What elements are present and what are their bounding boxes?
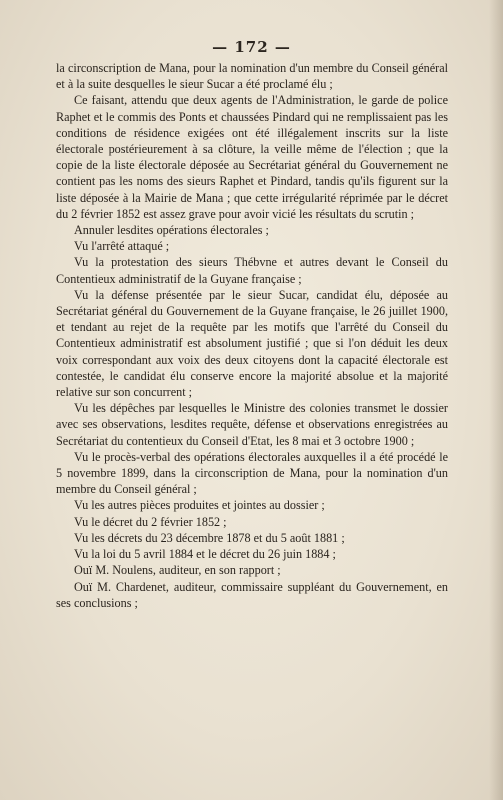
paragraph-14: Ouï M. Chardenet, auditeur, commissaire suppléant du Gouvernement, en ses conclusions ; [56,579,448,610]
paragraph-8: Vu le procès-verbal des opérations électorales auxquelles il a été procédé le 5 novembre 1899, dans la circonscription de Mana, pour la nomination d'un membre du Conseil général ; [56,449,448,497]
paragraph-2: Ce faisant, attendu que deux agents de l'Administration, le garde de police Raphet et le commis des Ponts et chaussées Pindard qui ne remplissaient pas les conditions de résidence exigées ont été illégalement inscrits sur la liste électorale postérieurement à sa clôture, la veille même de l'élection ; que la copie de la liste électorale déposée au Secrétariat général du Gouvernement ne contient pas les noms des sieurs Raphet et Pindard, tandis qu'ils figurent sur la liste déposée à la Mairie de Mana ; que cette irrégularité réprimée par le décret du 2 février 1852 est assez grave pour avoir vicié les résultats du scrutin ; [56,93,448,221]
body-text [56,60,448,611]
paragraph-6: Vu la défense présentée par le sieur Sucar, candidat élu, déposée au Secrétariat général du Gouvernement de la Guyane française, le 26 juillet 1900, et tendant au rejet de la requête par les motifs que l'arrêté du Conseil du Contentieux administratif est absolument justifié ; que si l'on déduit les deux voix correspondant aux voix des deux citoyens dont la capacité électorale est contestée, le candidat élu conserve encore la majorité absolue et la majorité relative sur son concurrent ; [56,287,448,400]
paragraph-11: Vu les décrets du 23 décembre 1878 et du 5 août 1881 ; [74,530,345,545]
paragraph-9: Vu les autres pièces produites et jointes au dossier ; [74,498,325,513]
paragraph-7: Vu les dépêches par lesquelles le Ministre des colonies transmet le dossier avec ses observations, lesdites requête, défense et observations enregistrées au Secrétariat du contentieux du Conseil d'Etat, les 8 mai et 3 octobre 1900 ; [56,401,448,448]
page-number: — 172 — [212,38,291,56]
paragraph-3: Annuler lesdites opérations électorales ; [74,223,269,238]
paragraph-10: Vu le décret du 2 février 1852 ; [74,514,227,529]
paragraph-1: la circonscription de Mana, pour la nomination d'un membre du Conseil général et à la suite desquelles le sieur Sucar a été proclamé élu ; [56,61,448,92]
paragraph-5: Vu la protestation des sieurs Thébvne et autres devant le Conseil du Contentieux administratif de la Guyane française ; [56,255,448,286]
paragraph-12: Vu la loi du 5 avril 1884 et le décret du 26 juin 1884 ; [74,547,336,562]
paragraph-13: Ouï M. Noulens, auditeur, en son rapport ; [74,563,281,578]
page-edge-shadow [489,0,503,800]
paragraph-4: Vu l'arrêté attaqué ; [74,239,170,254]
